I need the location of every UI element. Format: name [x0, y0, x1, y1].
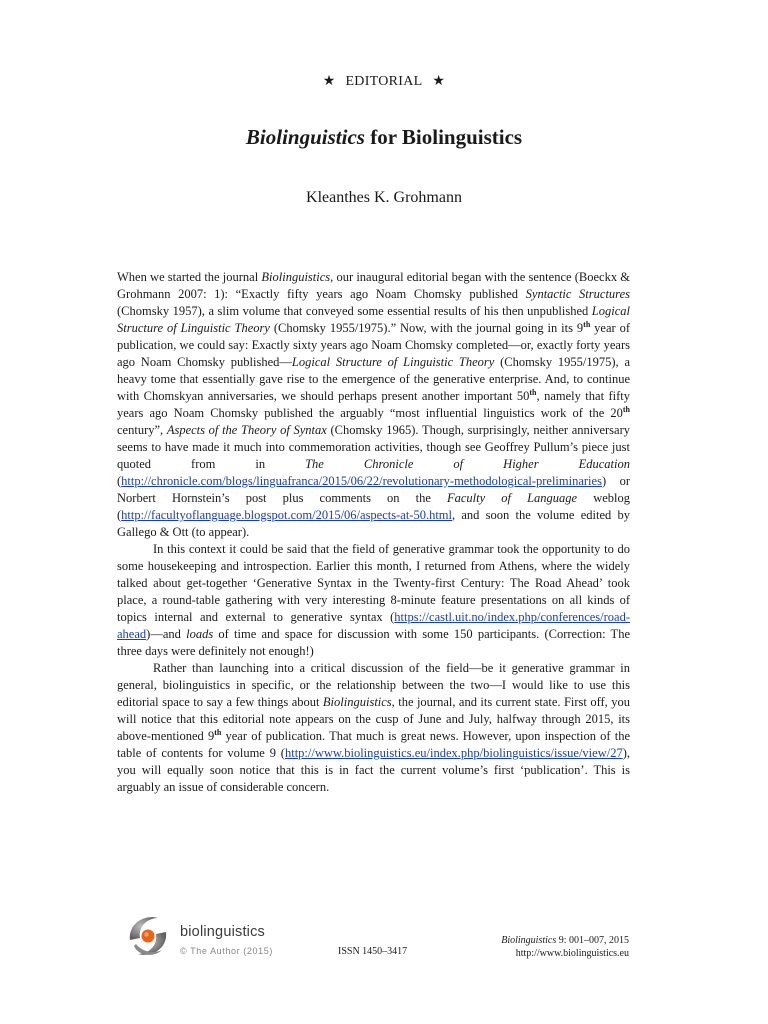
biolinguistics-logo-icon — [122, 910, 174, 962]
paragraph: Rather than launching into a critical discussion of the field—be it generative grammar in general, biolinguistics in specific, or the relationship between the two—I would like to use this editorial space to say a few things about Biolinguistics, the journal, and its current state. First off, you will notice that this editorial note appears on the cusp of June and July, halfway through 2015, its above-mentioned 9th year of publication. That much is great news. However, upon inspection of the table of contents for volume 9 (http://www.biolinguistics.eu/index.php/biolinguistics/issue/view/27), you will equally soon notice that this is in fact the current volume’s first ‘publication’. This is arguably an issue of considerable concern. — [117, 660, 630, 794]
author-name: Kleanthes K. Grohmann — [306, 189, 462, 206]
kicker-label: EDITORIAL — [345, 74, 423, 89]
section-kicker — [0, 73, 768, 90]
footer-url: http://www.biolinguistics.eu — [515, 948, 629, 959]
star-icon: ★ — [432, 74, 446, 89]
paragraph: In this context it could be said that the field of generative grammar took the opportunity to do some housekeeping and introspection. Earlier this month, I returned from Athens, where the widely talked about get-together ‘Generative Syntax in the Twenty-first Century: The Road Ahead’ took place, a round-table gathering with very interesting 8-minute feature presentations on all kinds of topics internal and external to generative syntax (https://castl.uit.no/index.php/conferences/road-ahead)—and loads of time and space for discussion with some 150 participants. (Correction: The three days were definitely not enough!) — [117, 541, 630, 658]
footer-issn: ISSN 1450–3417 — [338, 946, 408, 957]
footer-brand: biolinguistics — [180, 924, 266, 940]
star-icon: ★ — [322, 74, 336, 89]
title-journal-name: Biolinguistics — [245, 125, 365, 149]
article-title — [0, 125, 768, 150]
footer-citation: Biolinguistics 9: 001–007, 2015 — [501, 935, 629, 946]
volume-9-contents-link[interactable]: http://www.biolinguistics.eu/index.php/biolinguistics/issue/view/27 — [284, 745, 623, 760]
chronicle-link[interactable]: http://chronicle.com/blogs/linguafranca/2015/06/22/revolutionary-methodological-preliminaries — [121, 473, 602, 488]
footer-copyright: © The Author (2015) — [180, 946, 273, 956]
paragraph: When we started the journal Biolinguistics, our inaugural editorial began with the sentence (Boeckx & Grohmann 2007: 1): “Exactly fifty years ago Noam Chomsky published Syntactic Structures (Chomsky 1957), a slim volume that conveyed some essential results of his then unpublished Logical Structure of Linguistic Theory (Chomsky 1955/1975).” Now, with the journal going in its 9th year of publication, we could say: Exactly sixty years ago Noam Chomsky completed—or, exactly forty years ago Noam Chomsky published—Logical Structure of Linguistic Theory (Chomsky 1955/1975), a heavy tome that essentially gave rise to the emergence of the generative enterprise. And, to continue with Chomskyan anniversaries, we should perhaps present another important 50th, namely that fifty years ago Noam Chomsky published the arguably “most influential linguistics work of the 20th century”, Aspects of the Theory of Syntax (Chomsky 1965). Though, surprisingly, neither anniversary seems to have made it much into commemoration activities, though see Geoffrey Pullum’s piece just quoted from in The Chronicle of Higher Education (http://chronicle.com/blogs/linguafranca/2015/06/22/revolutionary-methodological-preliminaries) or Norbert Hornstein’s post plus comments on the Faculty of Language weblog (http://facultyoflanguage.blogspot.com/2015/06/aspects-at-50.html, and soon the volume edited by Gallego & Ott (to appear). — [117, 270, 631, 539]
road-ahead-link[interactable]: https://castl.uit.no/index.php/conferences/road-ahead — [117, 609, 630, 641]
faculty-of-language-link[interactable]: http://facultyoflanguage.blogspot.com/2015/06/aspects-at-50.html — [121, 507, 453, 522]
title-rest: for Biolinguistics — [364, 125, 523, 149]
article-body — [117, 269, 630, 796]
